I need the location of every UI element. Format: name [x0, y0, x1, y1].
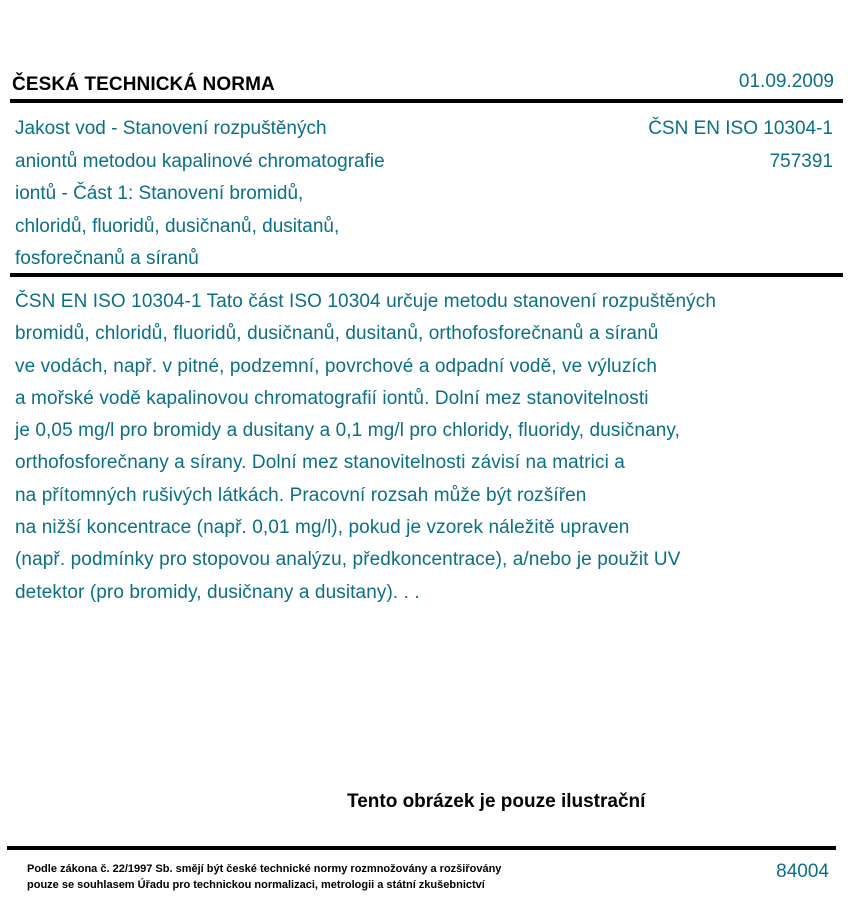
footer-divider	[7, 846, 836, 850]
abstract-line: ČSN EN ISO 10304-1 Tato část ISO 10304 určuje metodu stanovení rozpuštěných	[15, 291, 717, 312]
catalog-number: 757391	[769, 150, 833, 172]
abstract-line: na nižší koncentrace (např. 0,01 mg/l), pokud je vzorek náležitě upraven	[15, 517, 630, 539]
publication-date: 01.09.2009	[738, 71, 834, 92]
legal-line: Podle zákona č. 22/1997 Sb. smějí být české technické normy rozmnožovány a rozšiřovány	[27, 863, 502, 875]
legal-line: pouze se souhlasem Úřadu pro technickou normalizaci, metrologii a státní zkušebnictví	[27, 879, 485, 891]
abstract-line: ve vodách, např. v pitné, podzemní, povrchové a odpadní vodě, ve výluzích	[15, 355, 658, 377]
footer-number: 84004	[776, 861, 829, 882]
abstract-text	[15, 286, 845, 609]
title-line: chloridů, fluoridů, dusičnanů, dusitanů,	[15, 215, 340, 237]
standard-identifiers	[648, 113, 833, 178]
document-title	[15, 113, 485, 276]
abstract-line: bromidů, chloridů, fluoridů, dusičnanů, dusitanů, orthofosforečnanů a síranů	[15, 323, 659, 345]
abstract-line: na přítomných rušivých látkách. Pracovní rozsah může být rozšířen	[15, 484, 587, 506]
title-line: fosforečnanů a síranů	[15, 248, 199, 269]
abstract-line: je 0,05 mg/l pro bromidy a dusitany a 0,1 mg/l pro chloridy, fluoridy, dusičnany,	[15, 420, 680, 442]
abstract-line: detektor (pro bromidy, dusičnany a dusitany). . .	[15, 581, 420, 603]
title-divider	[10, 273, 843, 277]
header-divider	[10, 99, 843, 103]
title-line: iontů - Část 1: Stanovení bromidů,	[15, 183, 304, 204]
abstract-line: orthofosforečnany a sírany. Dolní mez stanovitelnosti závisí na matrici a	[15, 452, 625, 474]
illustration-note: Tento obrázek je pouze ilustrační	[347, 791, 646, 812]
legal-notice	[27, 861, 501, 893]
standard-heading: ČESKÁ TECHNICKÁ NORMA	[12, 74, 275, 95]
standard-code: ČSN EN ISO 10304-1	[648, 118, 833, 139]
abstract-line: (např. podmínky pro stopovou analýzu, předkoncentrace), a/nebo je použit UV	[15, 549, 681, 571]
title-line: Jakost vod - Stanovení rozpuštěných	[15, 118, 327, 139]
abstract-line: a mořské vodě kapalinovou chromatografií iontů. Dolní mez stanovitelnosti	[15, 387, 649, 409]
title-line: aniontů metodou kapalinové chromatografie	[15, 150, 385, 172]
